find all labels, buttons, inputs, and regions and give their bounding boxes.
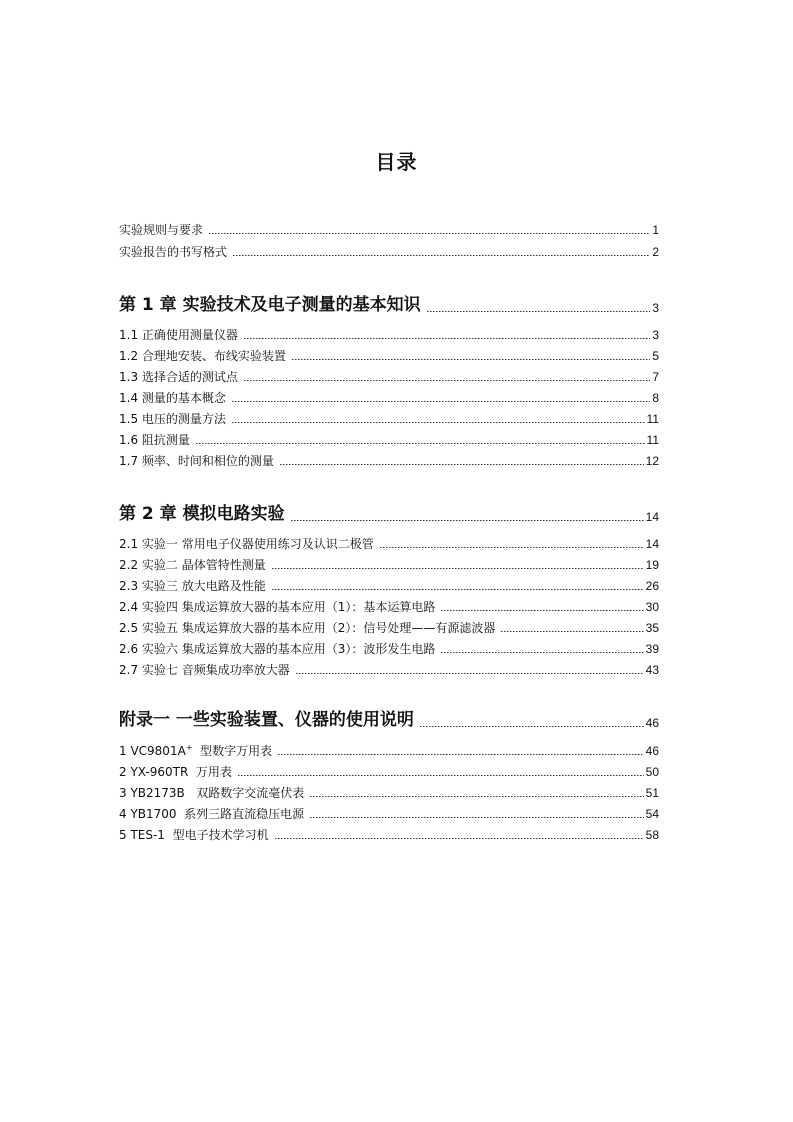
toc-entry-page: 39 — [645, 642, 659, 656]
toc-entry-page: 14 — [645, 537, 659, 551]
toc-leader-dots — [296, 673, 644, 674]
toc-entry — [119, 599, 659, 615]
toc-entry-label: 1.5 电压的测量方法 — [119, 412, 226, 426]
toc-leader-dots — [244, 380, 650, 381]
toc-chapter-label: 第 1 章 实验技术及电子测量的基本知识 — [119, 295, 421, 315]
toc-entry-page: 8 — [652, 391, 659, 405]
toc-entry-page: 35 — [645, 621, 659, 635]
toc-entry-page: 50 — [645, 765, 659, 779]
toc-entry-page: 58 — [645, 828, 659, 842]
toc-leader-dots — [272, 568, 644, 569]
toc-leader-dots — [280, 464, 644, 465]
toc-entry — [119, 369, 659, 385]
toc-entry-page: 7 — [652, 370, 659, 384]
toc-entry — [119, 827, 659, 843]
toc-entry-label: 2.4 实验四 集成运算放大器的基本应用（1）：基本运算电路 — [119, 600, 436, 614]
toc-leader-dots — [310, 817, 643, 818]
toc-chapter-label: 第 2 章 模拟电路实验 — [119, 504, 285, 524]
toc-entry-page: 19 — [645, 558, 659, 572]
toc-entry-label: 4 YB1700 系列三路直流稳压电源 — [119, 807, 305, 821]
toc-leader-dots — [209, 233, 650, 234]
toc-leader-dots — [291, 520, 644, 521]
toc-entry-label: 1.3 选择合适的测试点 — [119, 370, 238, 384]
toc-entry-page: 2 — [652, 245, 659, 259]
toc-entry-page: 54 — [645, 807, 659, 821]
toc-chapter-heading — [119, 294, 659, 316]
toc-entry-label: 2.7 实验七 音频集成功率放大器 — [119, 663, 290, 677]
toc-entry-page: 3 — [652, 328, 659, 342]
toc-entry — [119, 411, 659, 427]
toc-leader-dots — [196, 443, 645, 444]
toc-leader-dots — [278, 754, 644, 755]
toc-entry — [119, 244, 659, 260]
toc-leader-dots — [232, 422, 645, 423]
toc-entry-label: 2.3 实验三 放大电路及性能 — [119, 579, 266, 593]
toc-leader-dots — [272, 589, 644, 590]
toc-entry — [119, 578, 659, 594]
toc-entry — [119, 222, 659, 238]
toc-entry-page: 12 — [645, 454, 659, 468]
toc-entry — [119, 557, 659, 573]
toc-leader-dots — [427, 311, 651, 312]
superscript-mark: + — [185, 743, 193, 752]
toc-entry-label: 实验规则与要求 — [119, 223, 204, 237]
toc-entry-label: 1.1 正确使用测量仪器 — [119, 328, 238, 342]
toc-entry — [119, 390, 659, 406]
toc-entry-page: 11 — [646, 412, 659, 426]
toc-entry-page: 11 — [646, 433, 659, 447]
toc-entry-label-main: 1 VC9801A — [119, 744, 186, 758]
toc-entry — [119, 536, 659, 552]
toc-entry — [119, 641, 659, 657]
toc-entry — [119, 806, 659, 822]
toc-leader-dots — [310, 796, 643, 797]
toc-entry — [119, 620, 659, 636]
toc-entry — [119, 764, 659, 780]
toc-leader-dots — [275, 838, 644, 839]
toc-entry-page: 14 — [645, 510, 659, 524]
toc-entry-page: 30 — [645, 600, 659, 614]
toc-leader-dots — [232, 401, 650, 402]
toc-entry-label: 3 YB2173B 双路数字交流毫伏表 — [119, 786, 305, 800]
toc-leader-dots — [501, 631, 643, 632]
toc-entry-label: 实验报告的书写格式 — [119, 245, 228, 259]
toc-entry-page: 26 — [645, 579, 659, 593]
toc-entry-label: 1.6 阻抗测量 — [119, 433, 190, 447]
toc-leader-dots — [420, 726, 644, 727]
toc-entry-label: 2.6 实验六 集成运算放大器的基本应用（3）：波形发生电路 — [119, 642, 436, 656]
toc-chapter-heading — [119, 503, 659, 525]
toc-leader-dots — [292, 359, 650, 360]
toc-entry-page: 46 — [645, 744, 659, 758]
toc-leader-dots — [441, 610, 643, 611]
toc-entry-page: 3 — [652, 301, 659, 315]
toc-entry-label: 1.2 合理地安装、布线实验装置 — [119, 349, 286, 363]
toc-leader-dots — [233, 255, 650, 256]
toc-entry-page: 46 — [645, 716, 659, 730]
toc-entry-label: 2.5 实验五 集成运算放大器的基本应用（2）：信号处理——有源滤波器 — [119, 621, 496, 635]
toc-entry-label: 2.2 实验二 晶体管特性测量 — [119, 558, 266, 572]
toc-entry — [119, 453, 659, 469]
page-title: 目录 — [375, 150, 418, 174]
toc-entry — [119, 785, 659, 801]
toc-entry-label: 1.4 测量的基本概念 — [119, 391, 226, 405]
toc-entry — [119, 743, 659, 759]
toc-entry-label: 5 TES-1 型电子技术学习机 — [119, 828, 269, 842]
toc-chapter-heading — [119, 709, 659, 731]
toc-entry-label: 1.7 频率、时间和相位的测量 — [119, 454, 274, 468]
toc-entry — [119, 432, 659, 448]
toc-entry-label: 2.1 实验一 常用电子仪器使用练习及认识二极管 — [119, 537, 374, 551]
toc-leader-dots — [244, 338, 650, 339]
toc-entry — [119, 348, 659, 364]
toc-entry-page: 5 — [652, 349, 659, 363]
toc-entry — [119, 327, 659, 343]
toc-entry-page: 43 — [645, 663, 659, 677]
toc-entry — [119, 662, 659, 678]
toc-entry-label-rest: 型数字万用表 — [192, 744, 273, 758]
toc-entry-page: 1 — [652, 223, 659, 237]
toc-leader-dots — [441, 652, 643, 653]
toc-entry-page: 51 — [645, 786, 659, 800]
toc-chapter-label: 附录一 一些实验装置、仪器的使用说明 — [119, 710, 414, 730]
toc-entry-label: 2 YX-960TR 万用表 — [119, 765, 232, 779]
toc-entry-label — [119, 743, 272, 759]
toc-leader-dots — [238, 775, 644, 776]
toc-leader-dots — [380, 547, 644, 548]
